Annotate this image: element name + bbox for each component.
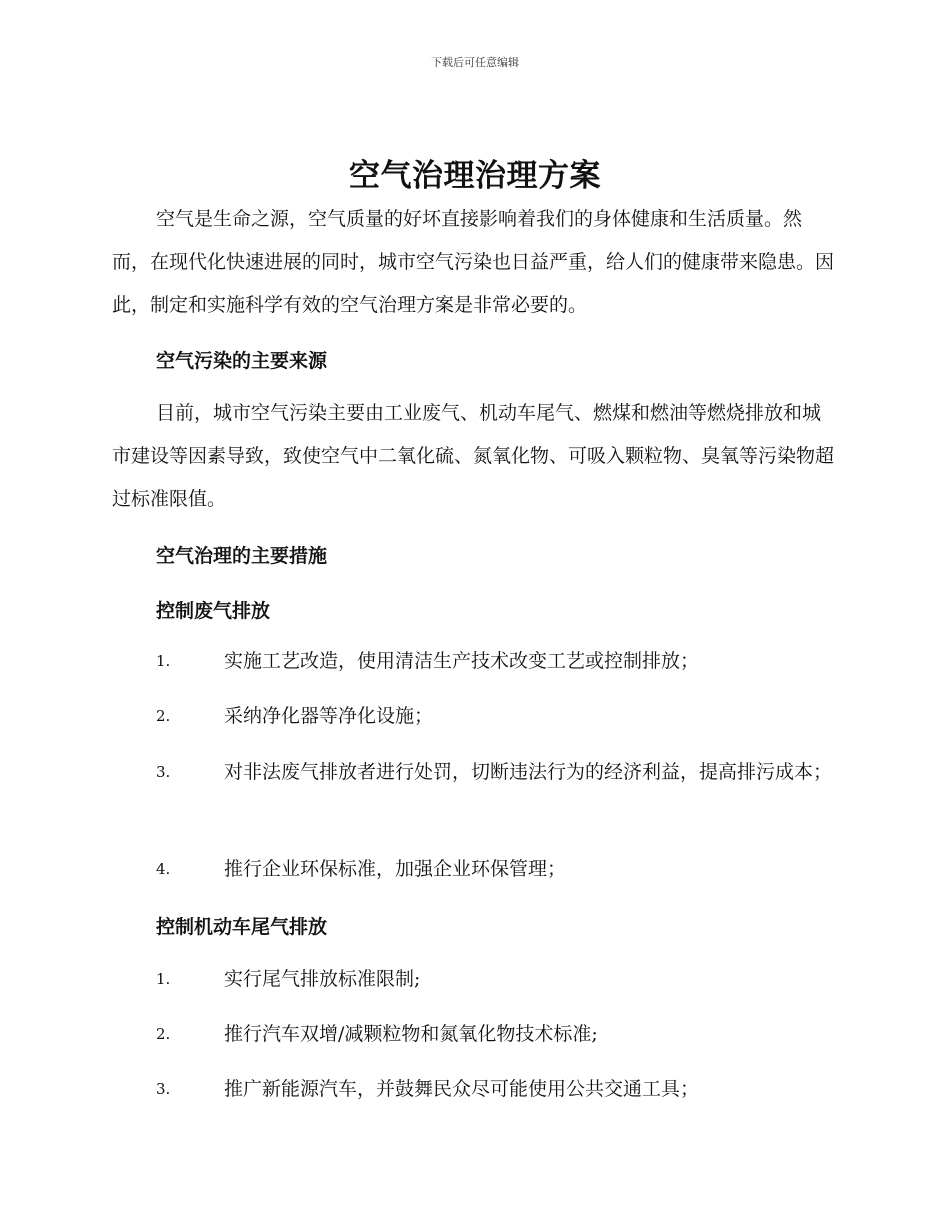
subsection-heading-vehicle-emission: 控制机动车尾气排放 — [156, 916, 328, 938]
list-item — [112, 848, 834, 891]
list-item — [112, 640, 834, 683]
page-header: 下载后可任意编辑 — [431, 56, 519, 69]
list-item — [112, 958, 834, 1001]
list-item-number: 1. — [156, 970, 171, 988]
list-item-text: 实行尾气排放标准限制; — [224, 968, 421, 990]
list-item — [112, 1013, 834, 1056]
intro-paragraph: 空气是生命之源，空气质量的好坏直接影响着我们的身体健康和生活质量。然而，在现代化快速进展的同时，城市空气污染也日益严重，给人们的健康带来隐患。因此，制定和实施科学有效的空气治理方案是非常必要的。 — [112, 208, 835, 316]
list-item-text: 采纳净化器等净化设施； — [224, 705, 434, 727]
list-item — [112, 1068, 834, 1111]
section-heading-pollution-sources: 空气污染的主要来源 — [156, 350, 328, 372]
list-item-number: 4. — [156, 860, 171, 878]
list-item-text: 实施工艺改造，使用清洁生产技术改变工艺或控制排放； — [224, 650, 700, 672]
list-item-number: 2. — [156, 1025, 171, 1043]
list-item-text: 推广新能源汽车，并鼓舞民众尽可能使用公共交通工具； — [224, 1078, 700, 1100]
pollution-sources-paragraph: 目前，城市空气污染主要由工业废气、机动车尾气、燃煤和燃油等燃烧排放和城市建设等因素导致，致使空气中二氧化硫、氮氧化物、可吸入颗粒物、臭氧等污染物超过标准限值。 — [112, 402, 835, 510]
list-item — [112, 751, 834, 794]
list-item — [112, 695, 834, 738]
list-item-text: 推行汽车双增/减颗粒物和氮氧化物技术标准; — [224, 1023, 598, 1045]
list-item-number: 2. — [156, 707, 171, 725]
page-title: 空气治理治理方案 — [349, 158, 601, 194]
list-item-number: 3. — [156, 1080, 171, 1098]
list-item-number: 1. — [156, 652, 171, 670]
subsection-heading-emission-control: 控制废气排放 — [156, 600, 271, 622]
section-heading-measures: 空气治理的主要措施 — [156, 545, 328, 567]
list-item-text: 对非法废气排放者进行处罚，切断违法行为的经济利益，提高排污成本； — [224, 761, 833, 783]
list-item-number: 3. — [156, 763, 171, 781]
list-item-text: 推行企业环保标准，加强企业环保管理； — [224, 858, 567, 880]
